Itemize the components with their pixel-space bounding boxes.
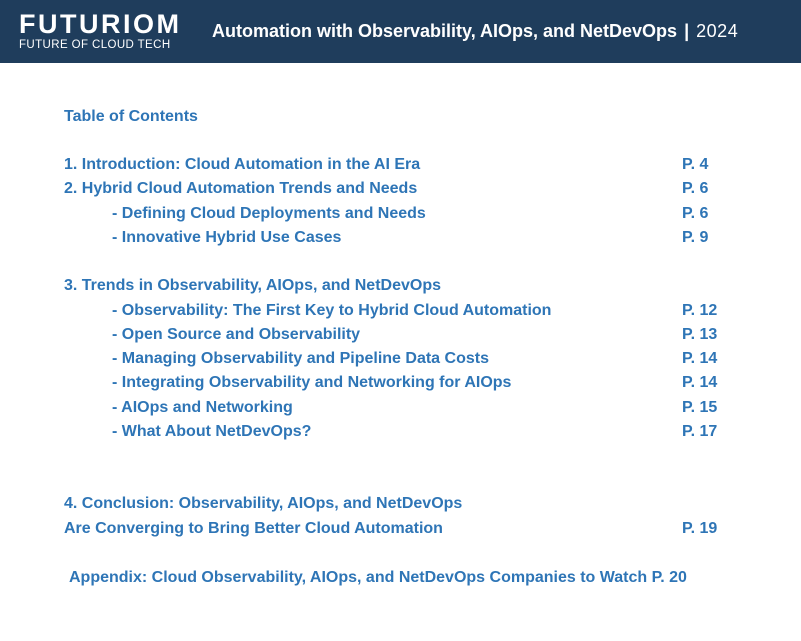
toc-page-conclusion: P. 19 xyxy=(682,520,718,537)
title-separator: | xyxy=(684,21,690,41)
toc-entry-trends-observability[interactable]: 3. Trends in Observability, AIOps, and NetDevOps xyxy=(64,277,441,294)
toc-page-introduction: P. 4 xyxy=(682,156,709,173)
toc-entry-hybrid-trends[interactable]: 2. Hybrid Cloud Automation Trends and Needs xyxy=(64,180,418,197)
toc-entry-hybrid-use-cases[interactable]: - Innovative Hybrid Use Cases xyxy=(112,229,342,246)
toc-entry-integrating-networking[interactable]: - Integrating Observability and Networking for AIOps xyxy=(112,374,512,391)
report-year: 2024 xyxy=(696,21,739,41)
toc-heading: Table of Contents xyxy=(64,108,198,125)
report-title-text: Automation with Observability, AIOps, and NetDevOps xyxy=(212,21,678,41)
toc-entry-appendix[interactable]: Appendix: Cloud Observability, AIOps, and NetDevOps Companies to Watch P. 20 xyxy=(69,569,687,586)
toc-page-aiops-networking: P. 15 xyxy=(682,399,718,416)
toc-page-integrating-networking: P. 14 xyxy=(682,374,718,391)
brand-name: FUTURIOM xyxy=(19,9,182,39)
toc-page-observability-first-key: P. 12 xyxy=(682,302,718,319)
toc-page-hybrid-trends: P. 6 xyxy=(682,180,709,197)
toc-entry-netdevops[interactable]: - What About NetDevOps? xyxy=(112,423,312,440)
toc-page-hybrid-use-cases: P. 9 xyxy=(682,229,709,246)
toc-entry-defining-deployments[interactable]: - Defining Cloud Deployments and Needs xyxy=(112,205,426,222)
toc-page-defining-deployments: P. 6 xyxy=(682,205,709,222)
toc-page-pipeline-costs: P. 14 xyxy=(682,350,718,367)
toc-entry-conclusion-cont[interactable]: Are Converging to Bring Better Cloud Automation xyxy=(64,520,443,537)
brand-tagline: FUTURE OF CLOUD TECH xyxy=(19,39,171,51)
toc-page-open-source: P. 13 xyxy=(682,326,718,343)
toc-entry-observability-first-key[interactable]: - Observability: The First Key to Hybrid Cloud Automation xyxy=(112,302,552,319)
toc-entry-aiops-networking[interactable]: - AIOps and Networking xyxy=(112,399,293,416)
toc-entry-pipeline-costs[interactable]: - Managing Observability and Pipeline Data Costs xyxy=(112,350,489,367)
toc-entry-introduction[interactable]: 1. Introduction: Cloud Automation in the AI Era xyxy=(64,156,421,173)
toc-page-netdevops: P. 17 xyxy=(682,423,718,440)
toc-entry-conclusion[interactable]: 4. Conclusion: Observability, AIOps, and NetDevOps xyxy=(64,495,463,512)
toc-entry-open-source[interactable]: - Open Source and Observability xyxy=(112,326,361,343)
